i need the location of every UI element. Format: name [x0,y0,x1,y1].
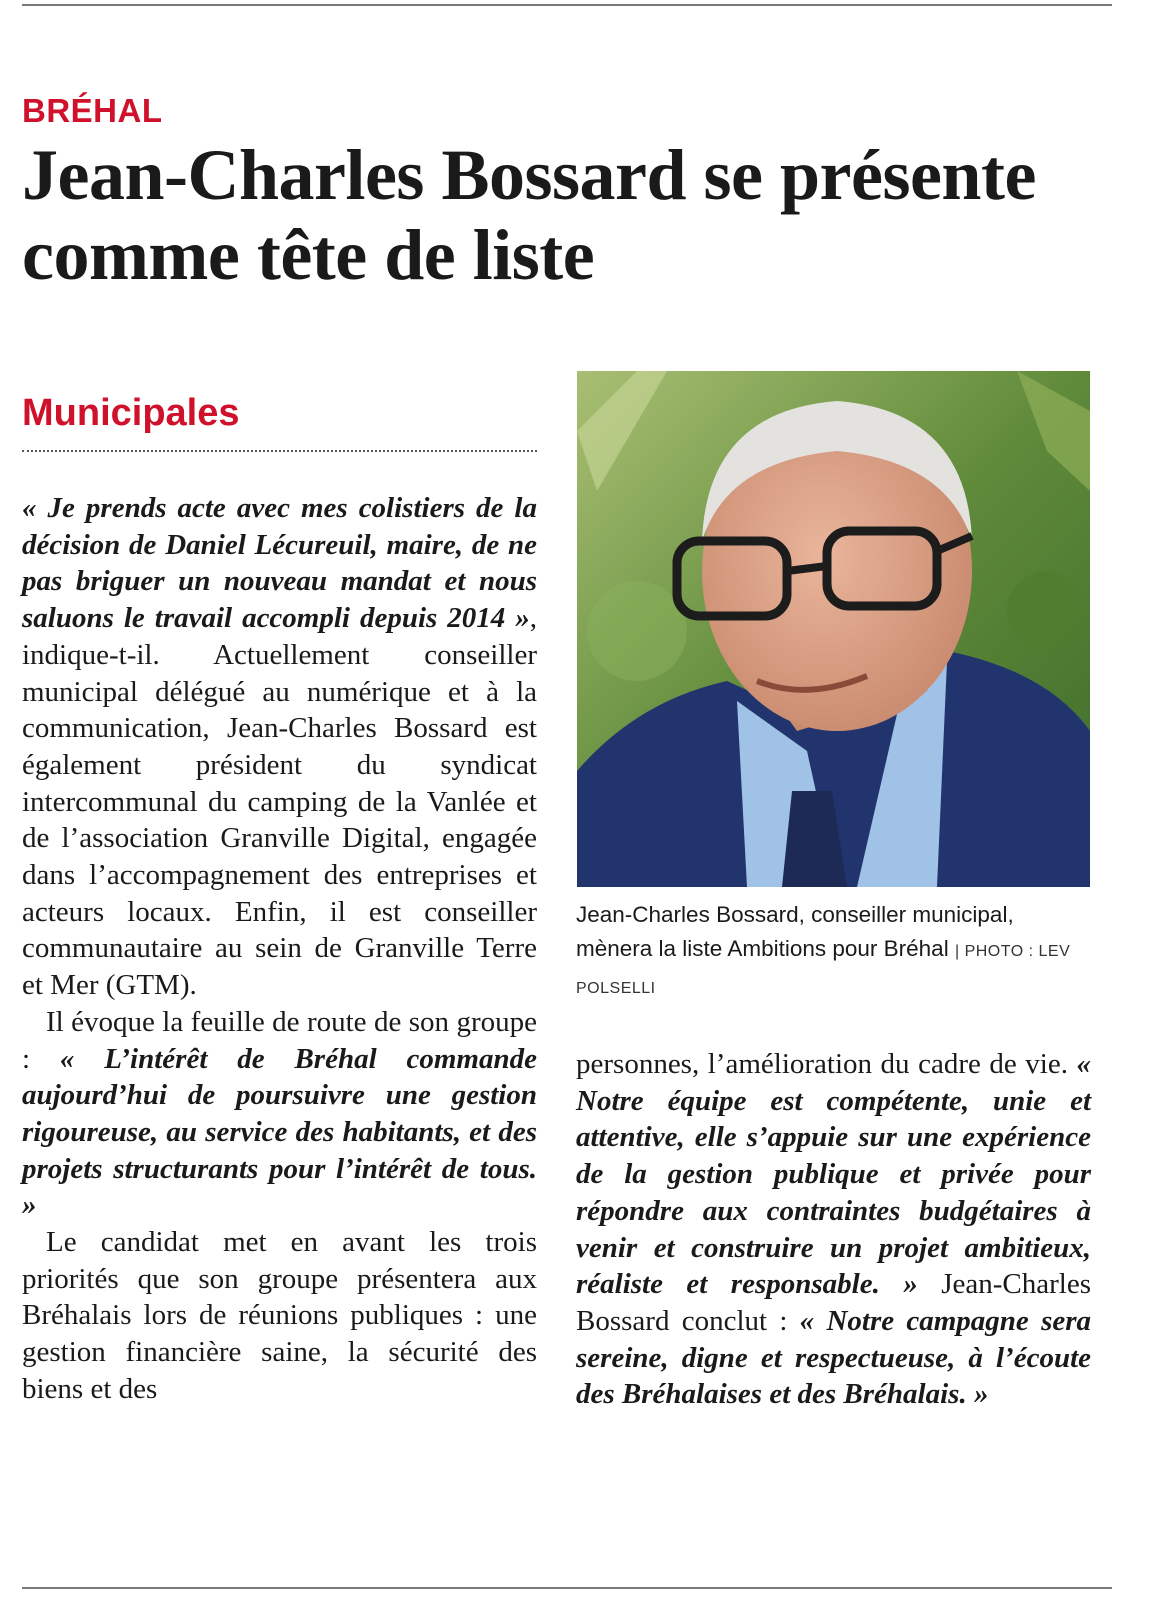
photo-credit: | PHOTO : LEV POLSELLI [576,943,1071,997]
caption-text: Jean-Charles Bossard, conseiller municipal, mènera la liste Ambitions pour Bréhal [576,902,1014,961]
portrait-image [577,371,1090,887]
portrait-photo [577,371,1090,887]
top-rule [22,4,1112,6]
dotted-divider [22,450,537,452]
paragraph-text: Le candidat met en avant les trois priorités que son groupe présentera aux Bréhalais lors de réunions publiques : une gestion financière saine, la sécurité des biens et des [22,1226,537,1405]
paragraph-text: personnes, l’amélioration du cadre de vie. [576,1048,1077,1080]
quote: « Notre équipe est compétente, unie et attentive, elle s’appuie sur une expérience de la gestion publique et privée pour répondre aux contraintes budgétaires à venir et construire un projet ambitieux, réaliste et responsable. » [576,1048,1091,1301]
paragraph-2 [22,1004,537,1224]
photo-caption [576,898,1091,1006]
paragraph-1 [22,490,537,1004]
paragraph-text: Jean-Charles Bossard conclut : [576,1268,1091,1337]
paragraph-4 [576,1046,1091,1413]
quote: « Je prends acte avec mes colistiers de la décision de Daniel Lécureuil, maire, de ne pas briguer un nouveau mandat et nous saluons le travail accompli depuis 2014 » [22,492,537,635]
location-kicker: BRÉHAL [22,92,163,129]
article-headline: Jean-Charles Bossard se présente comme tête de liste [22,135,1036,295]
paragraph-text: Il évoque la feuille de route de son groupe : [22,1005,537,1075]
paragraph-text: , indique-t-il. Actuellement conseiller municipal délégué au numérique et à la communication, Jean-Charles Bossard est également président du syndicat intercommunal du camping de la Vanlée et de l’association Granville Digital, engagée dans l’accompagnement des entreprises et acteurs locaux. Enfin, il est conseiller communautaire au sein de Granville Terre et Mer (GTM). [22,602,537,1002]
article-column-1 [22,490,537,1408]
quote: « L’intérêt de Bréhal commande aujourd’hui de poursuivre une gestion rigoureuse, au service des habitants, et des projets structurants pour l’intérêt de tous. » [22,1042,537,1222]
bottom-rule [22,1587,1112,1589]
paragraph-3 [22,1224,537,1408]
article-column-2 [576,1046,1091,1413]
quote: « Notre campagne sera sereine, digne et respectueuse, à l’écoute des Bréhalaises et des Bréhalais. » [576,1304,1092,1411]
section-label: Municipales [22,392,240,434]
